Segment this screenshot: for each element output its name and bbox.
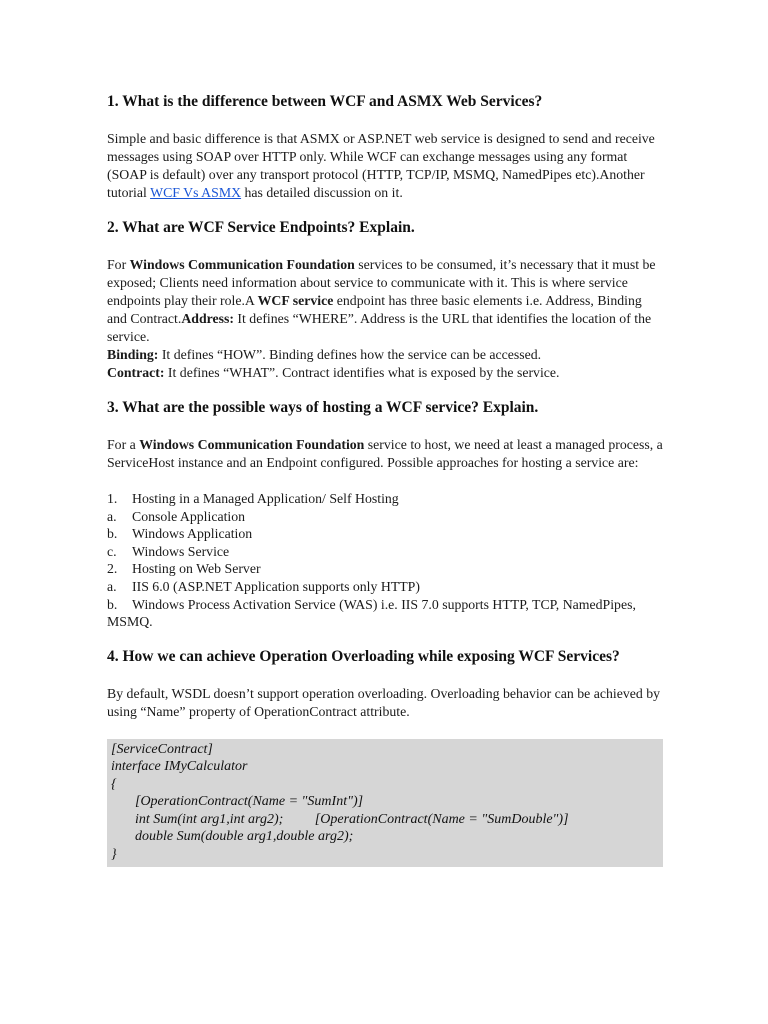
q2-text-for: For	[107, 257, 130, 272]
list-item: 2. Hosting on Web Server	[107, 561, 261, 577]
list-item: 1. Hosting in a Managed Application/ Self Hosting	[107, 491, 399, 506]
question-1-answer	[107, 130, 663, 202]
code-block	[107, 739, 663, 868]
code-line: [OperationContract(Name = "SumInt")]	[135, 794, 364, 810]
q2-text-mid2: endpoint has three basic elements i.e. Address, Binding and Contract.	[107, 293, 642, 326]
code-line: [ServiceContract]	[111, 741, 213, 757]
list-item: b. Windows Process Activation Service (WAS) i.e. IIS 7.0 supports HTTP, TCP, NamedPipes, MSMQ.	[107, 596, 640, 630]
contract-label: Contract:	[107, 365, 165, 380]
q2-bold-address: Address:	[181, 311, 234, 326]
question-2-answer	[107, 256, 663, 346]
code-line: {	[111, 776, 117, 792]
code-line: interface IMyCalculator	[111, 759, 248, 775]
binding-text: It defines “HOW”. Binding defines how the service can be accessed.	[158, 347, 542, 362]
wcf-vs-asmx-link[interactable]: WCF Vs ASMX	[150, 185, 242, 200]
q2-bold-wcf: Windows Communication Foundation	[129, 257, 355, 272]
q2-text-mid1: services to be consumed, it’s necessary that it must be exposed; Clients need information about service to communicate with it. This is where service endpoints play their role.A	[107, 257, 656, 308]
question-1-title: 1. What is the difference between WCF and ASMX Web Services?	[107, 93, 543, 110]
list-item: c. Windows Service	[107, 543, 230, 559]
list-item: b. Windows Application	[107, 526, 253, 542]
contract-text: It defines “WHAT”. Contract identifies what is exposed by the service.	[164, 365, 560, 380]
question-2-title: 2. What are WCF Service Endpoints? Explain.	[107, 219, 415, 236]
q1-text-a: Simple and basic difference is that ASMX or ASP.NET web service is designed to send and receive messages using SOAP over HTTP only. While WCF can exchange messages using any format (SOAP is default) over any transport protocol (HTTP, TCP/IP, MSMQ, NamedPipes etc).Another tutorial	[107, 131, 655, 200]
q3-text-for: For a	[107, 437, 140, 452]
q2-text-mid3: It defines “WHERE”. Address is the URL that identifies the location of the service.	[107, 311, 652, 344]
q3-bold-wcf: Windows Communication Foundation	[139, 437, 365, 452]
question-4-title: 4. How we can achieve Operation Overloading while exposing WCF Services?	[107, 647, 620, 665]
question-3-title: 3. What are the possible ways of hosting a WCF service? Explain.	[107, 399, 539, 416]
question-3-answer	[107, 436, 663, 472]
code-line: }	[111, 846, 117, 862]
q2-bold-wcf-service: WCF service	[257, 293, 334, 308]
hosting-list	[107, 490, 663, 631]
code-line: int Sum(int arg1,int arg2); [OperationContract(Name = "SumDouble")]	[135, 811, 569, 827]
question-4-answer: By default, WSDL doesn’t support operation overloading. Overloading behavior can be achieved by using “Name” property of OperationContract attribute.	[107, 685, 661, 719]
q3-text-rest: service to host, we need at least a managed process, a ServiceHost instance and an Endpoint configured. Possible approaches for hosting a service are:	[107, 437, 663, 470]
code-line: double Sum(double arg1,double arg2);	[135, 829, 354, 845]
document-page	[107, 92, 663, 867]
contract-line	[107, 364, 663, 382]
binding-label: Binding:	[107, 347, 159, 362]
list-item: a. Console Application	[107, 508, 246, 524]
q1-text-b: has detailed discussion on it.	[241, 185, 403, 200]
list-item: a. IIS 6.0 (ASP.NET Application supports only HTTP)	[107, 578, 420, 594]
binding-line	[107, 346, 663, 364]
